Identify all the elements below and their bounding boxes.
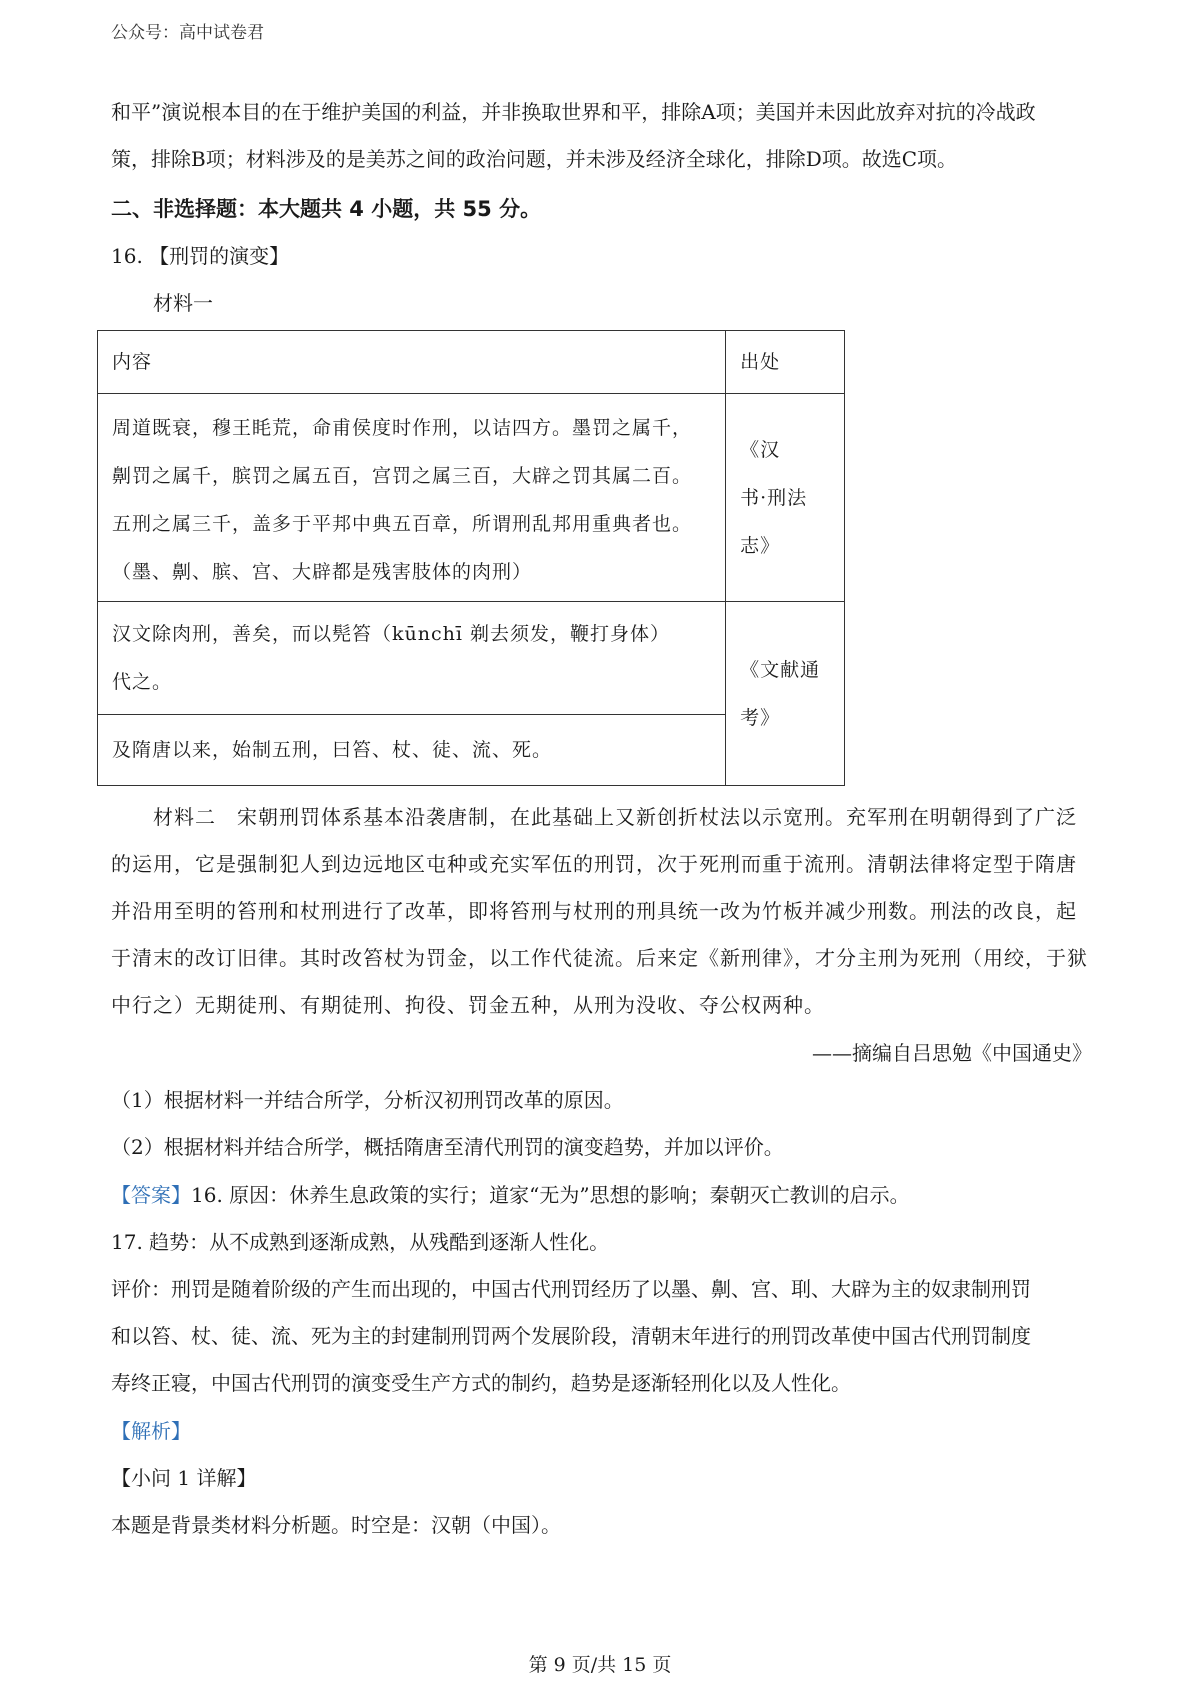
material-2-line-2: 的运用，它是强制犯人到边远地区屯种或充实军伍的刑罚，次于死刑而重于流刑。清朝法律将定型于隋唐 bbox=[111, 852, 1077, 876]
answer-label: 【答案】 bbox=[111, 1183, 191, 1207]
row2-content bbox=[98, 602, 726, 715]
row1-line: 周道既衰，穆王眊荒，命甫侯度时作刑，以诘四方。墨罚之属千， bbox=[112, 417, 693, 439]
row2-line: 汉文除肉刑，善矣，而以髡笞（kūnchī 剃去须发，鞭打身体） bbox=[112, 623, 670, 645]
row1-line: 五刑之属三千，盖多于平邦中典五百章，所谓刑乱邦用重典者也。 bbox=[112, 513, 693, 535]
table-header-row bbox=[98, 331, 845, 394]
intro-line-1: 和平”演说根本目的在于维护美国的利益，并非换取世界和平，排除A项；美国并未因此放弃对抗的冷战政 bbox=[111, 100, 1036, 124]
material-1-label: 材料一 bbox=[153, 291, 213, 315]
source-line: 考》 bbox=[740, 706, 781, 729]
evaluation-line-2: 和以笞、杖、徒、流、死为主的封建制刑罚两个发展阶段，清朝末年进行的刑罚改革使中国古代刑罚制度 bbox=[111, 1324, 1031, 1348]
material-2-line-1: 材料二 宋朝刑罚体系基本沿袭唐制，在此基础上又新创折杖法以示宽刑。充军刑在明朝得到了广泛 bbox=[153, 805, 1077, 829]
page-header: 公众号：高中试卷君 bbox=[111, 23, 264, 43]
answer-17: 17. 趋势：从不成熟到逐渐成熟，从残酷到逐渐人性化。 bbox=[111, 1230, 610, 1254]
table-row bbox=[98, 394, 845, 602]
row2-line: 代之。 bbox=[112, 671, 173, 693]
material-2-line-3: 并沿用至明的笞刑和杖刑进行了改革，即将笞刑与杖刑的刑具统一改为竹板并减少刑数。刑法的改良，起 bbox=[111, 899, 1077, 923]
evaluation-line-3: 寿终正寝，中国古代刑罚的演变受生产方式的制约，趋势是逐渐轻刑化以及人性化。 bbox=[111, 1371, 851, 1395]
row1-line: （墨、劓、膑、宫、大辟都是残害肢体的肉刑） bbox=[112, 561, 533, 583]
source-line: 《汉 bbox=[740, 438, 781, 461]
answer-16-text: 16. 原因：休养生息政策的实行；道家“无为”思想的影响；秦朝灭亡教训的启示。 bbox=[191, 1183, 910, 1207]
analysis-label: 【解析】 bbox=[111, 1419, 191, 1443]
row1-source bbox=[726, 394, 845, 602]
sub-question-1-label: 【小问 1 详解】 bbox=[111, 1466, 257, 1490]
evaluation-line-1: 评价：刑罚是随着阶级的产生而出现的，中国古代刑罚经历了以墨、劓、宫、刵、大辟为主的奴隶制刑罚 bbox=[111, 1277, 1031, 1301]
page-footer: 第 9 页/共 15 页 bbox=[528, 1654, 672, 1676]
table-row bbox=[98, 602, 845, 715]
material-2-line-5: 中行之）无期徒刑、有期徒刑、拘役、罚金五种，从刑为没收、夺公权两种。 bbox=[111, 993, 825, 1017]
source-line: 《文献通 bbox=[740, 658, 821, 681]
section-title: 二、非选择题：本大题共 4 小题，共 55 分。 bbox=[111, 197, 542, 221]
row1-line: 劓罚之属千，膑罚之属五百，宫罚之属三百，大辟之罚其属二百。 bbox=[112, 465, 693, 487]
source-line: 志》 bbox=[740, 534, 781, 557]
answer-16 bbox=[111, 1172, 910, 1219]
material-2-source: ——摘编自吕思勉《中国通史》 bbox=[812, 1041, 1092, 1065]
source-line: 书·刑法 bbox=[740, 486, 808, 509]
row23-source bbox=[726, 602, 845, 786]
material-2-line-4: 于清末的改订旧律。其时改笞杖为罚金，以工作代徒流。后来定《新刑律》，才分主刑为死刑（用绞，于狱 bbox=[111, 946, 1088, 970]
question-2: （2）根据材料并结合所学，概括隋唐至清代刑罚的演变趋势，并加以评价。 bbox=[111, 1135, 784, 1159]
intro-line-2: 策，排除B项；材料涉及的是美苏之间的政治问题，并未涉及经济全球化，排除D项。故选C项。 bbox=[111, 147, 958, 171]
header-content: 内容 bbox=[98, 331, 726, 394]
sub-question-1-text: 本题是背景类材料分析题。时空是：汉朝（中国）。 bbox=[111, 1513, 561, 1537]
row3-content: 及隋唐以来，始制五刑，曰笞、杖、徒、流、死。 bbox=[98, 715, 726, 786]
question-16-title: 16. 【刑罚的演变】 bbox=[111, 244, 290, 268]
material-1-table bbox=[97, 330, 845, 786]
header-source: 出处 bbox=[726, 331, 845, 394]
row1-content bbox=[98, 394, 726, 602]
question-1: （1）根据材料一并结合所学，分析汉初刑罚改革的原因。 bbox=[111, 1088, 624, 1112]
